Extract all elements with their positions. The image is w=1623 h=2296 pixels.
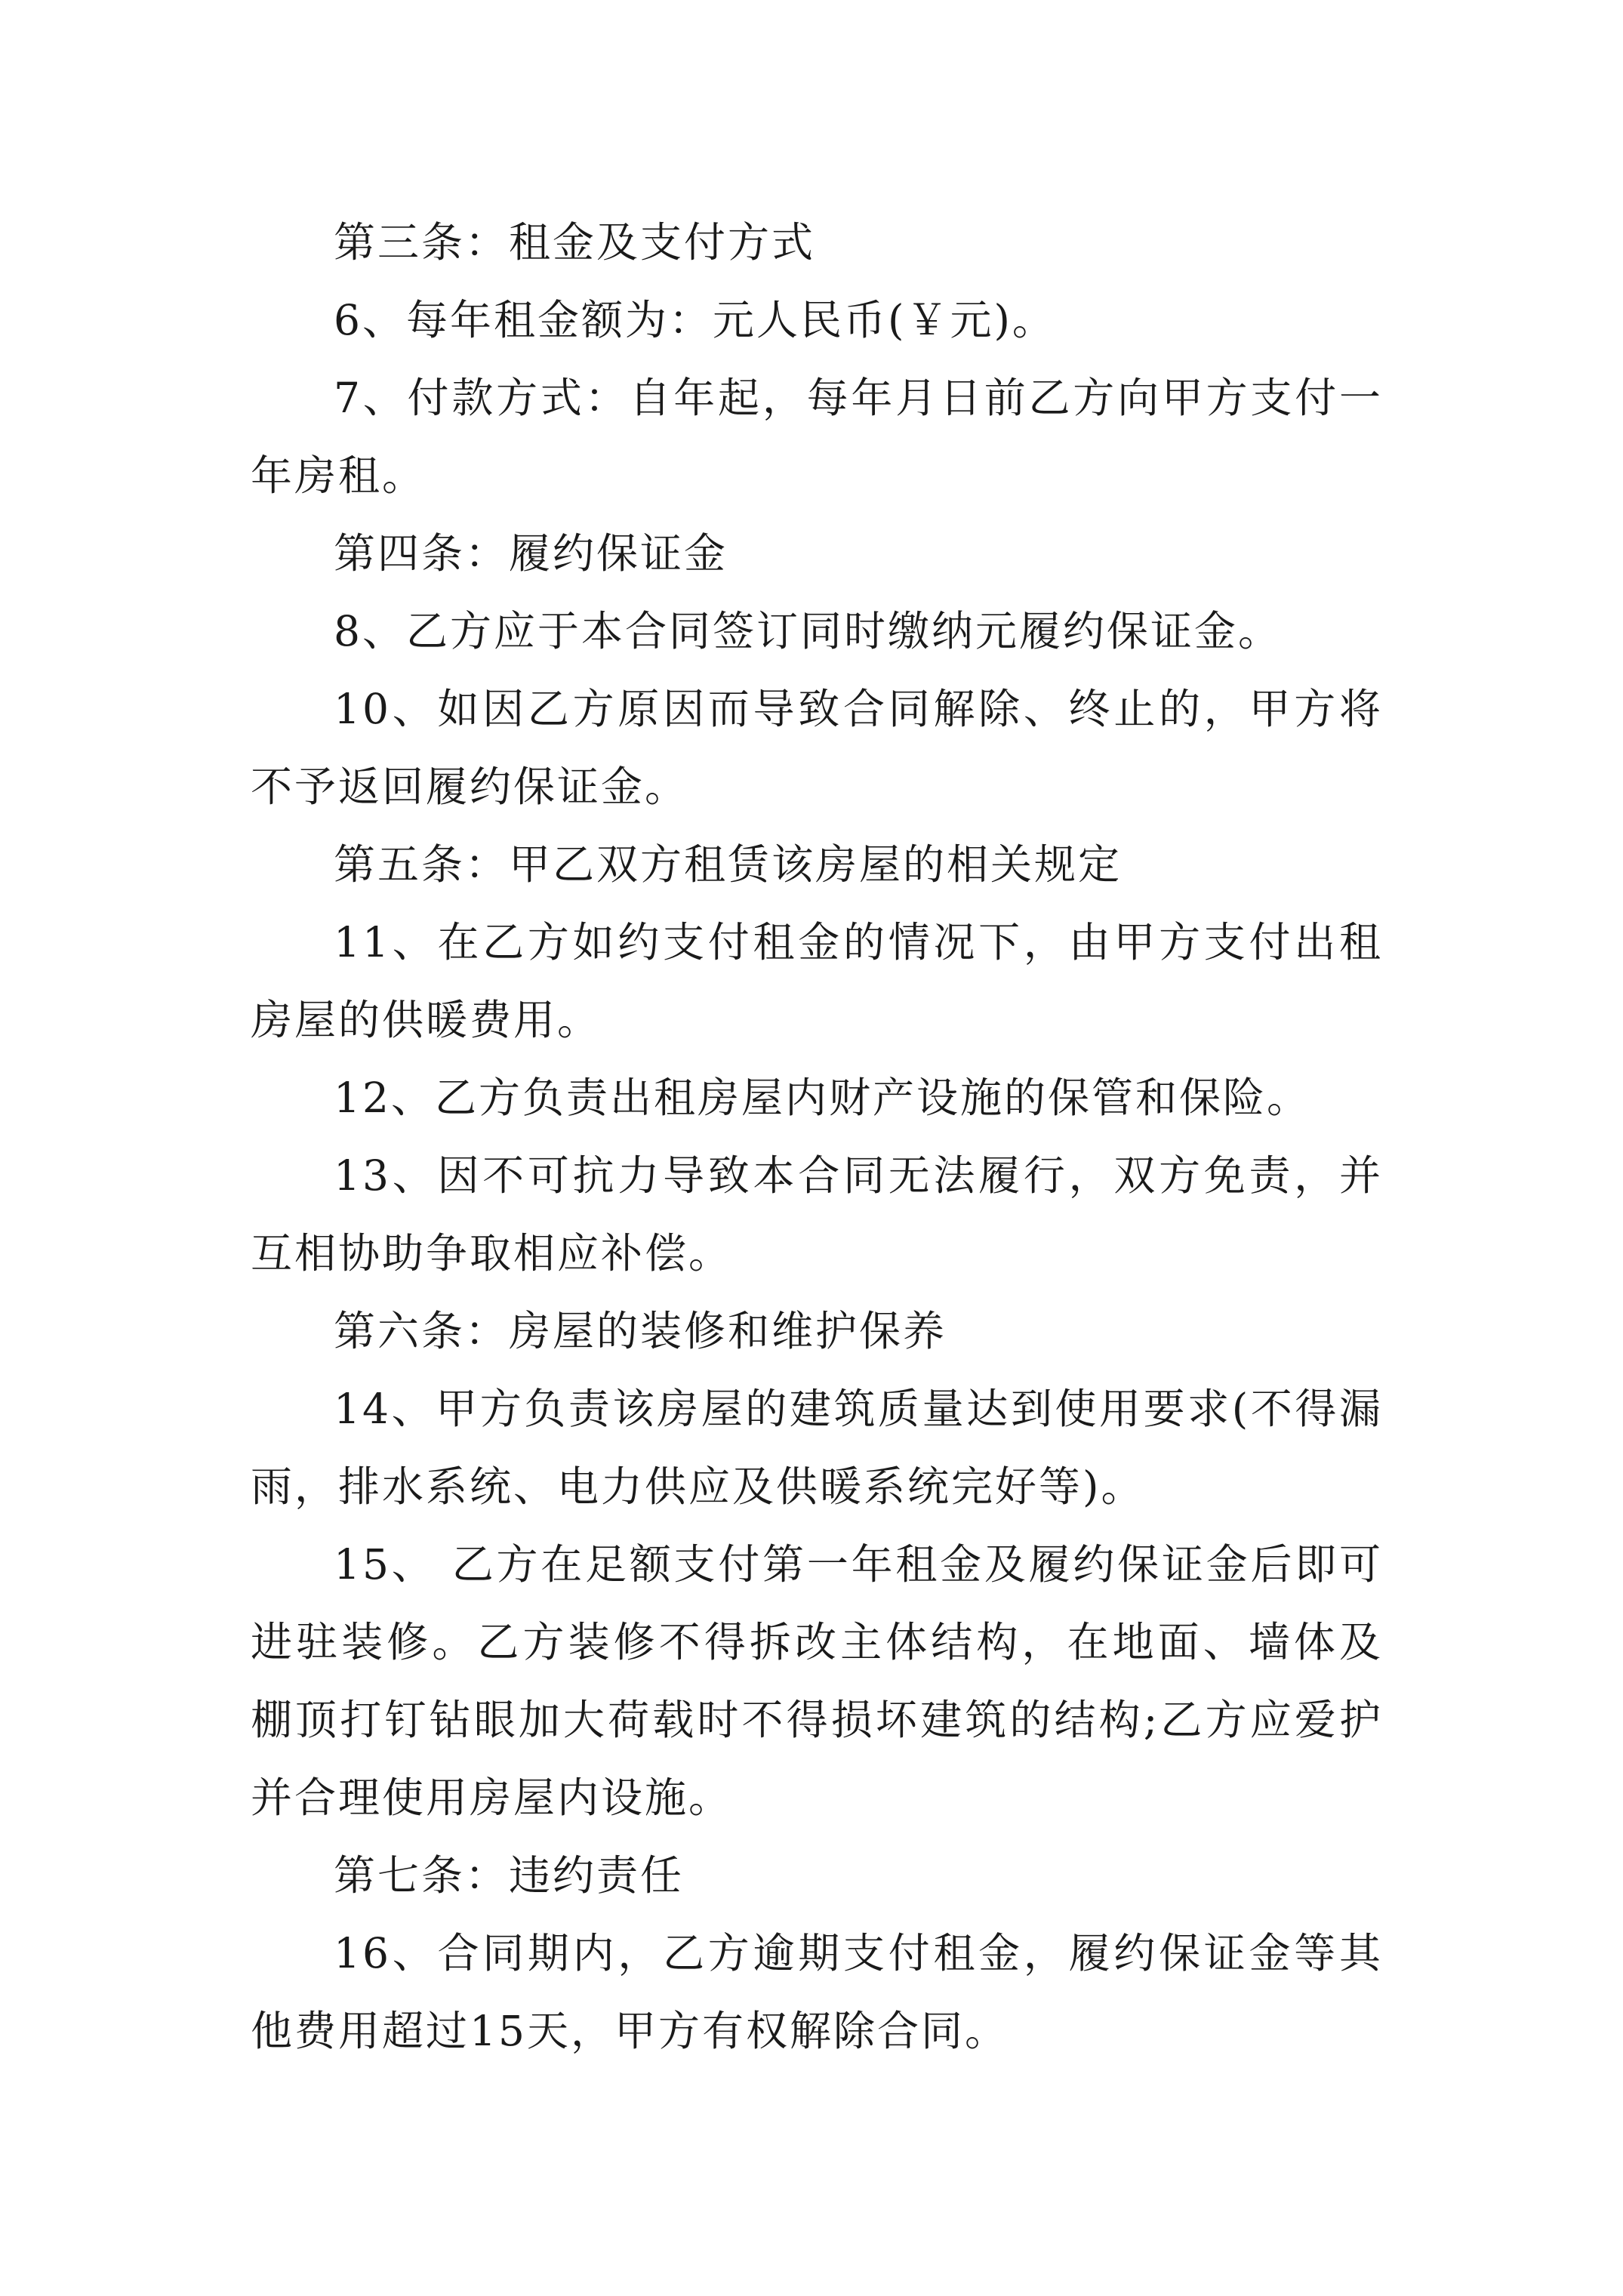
- section-heading-5: 第五条：甲乙双方租赁该房屋的相关规定: [334, 840, 1123, 889]
- clause-10: 10、如因乙方原因而导致合同解除、终止的，甲方将不予返回履约保证金。: [251, 685, 1383, 811]
- clause-8: 8、乙方应于本合同签订同时缴纳元履约保证金。: [334, 607, 1282, 655]
- section-heading-4: 第四条：履约保证金: [334, 529, 728, 578]
- section-heading-7: 第七条：违约责任: [334, 1851, 685, 1900]
- clause-14: 14、甲方负责该房屋的建筑质量达到使用要求(不得漏雨，排水系统、电力供应及供暖系统完好等)。: [251, 1385, 1383, 1511]
- clause-11: 11、在乙方如约支付租金的情况下，由甲方支付出租房屋的供暖费用。: [251, 918, 1383, 1044]
- clause-6: 6、每年租金额为：元人民币(￥元)。: [334, 296, 1056, 344]
- clause-16: 16、合同期内，乙方逾期支付租金，履约保证金等其他费用超过15天，甲方有权解除合同。: [251, 1929, 1383, 2055]
- clause-7: 7、付款方式：自年起，每年月日前乙方向甲方支付一年房租。: [251, 374, 1383, 500]
- section-heading-3: 第三条：租金及支付方式: [334, 218, 816, 267]
- clause-12: 12、乙方负责出租房屋内财产设施的保管和保险。: [334, 1074, 1310, 1122]
- clause-13: 13、因不可抗力导致本合同无法履行，双方免责，并互相协助争取相应补偿。: [251, 1151, 1383, 1277]
- section-heading-6: 第六条：房屋的装修和维护保养: [334, 1307, 947, 1355]
- clause-15: 15、 乙方在足额支付第一年租金及履约保证金后即可进驻装修。乙方装修不得拆改主体结构，在地面、墙体及棚顶打钉钻眼加大荷载时不得损坏建筑的结构;乙方应爱护并合理使用房屋内设施。: [251, 1540, 1383, 1822]
- document-body: [251, 204, 1383, 2070]
